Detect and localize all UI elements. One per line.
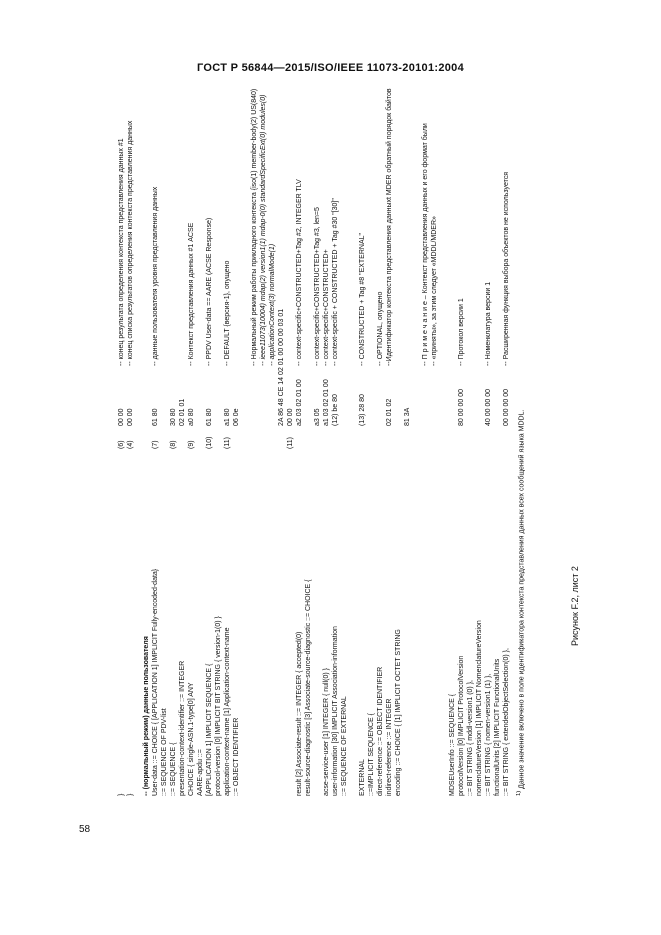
listing-cell-c3: (12) be 80: [332, 394, 339, 426]
listing-cell-c3: a0 80: [188, 408, 195, 426]
listing-cell-c4: -- «приняты», за этим следует «MDDL/MDER»: [431, 216, 438, 366]
listing-cell-c1: indirect-reference ::= INTEGER: [386, 698, 393, 796]
listing-cell-c1: User-data ::= CHOICE { [APPLICATION 1] IMPLICIT Fully-encoded-data}: [152, 568, 159, 796]
listing-cell-c4: -- Номенклатура версии 1: [485, 281, 492, 366]
listing-cell-c2: (11): [224, 437, 231, 449]
listing-cell-c3: 40 00 00 00: [485, 389, 492, 426]
listing-cell-c2: (11): [287, 437, 294, 449]
listing-cell-c4: -- конец списка результатов определения контекста представления данных: [127, 120, 134, 366]
listing-cell-c1: encoding ::= CHOICE { [1] IMPLICIT OCTET STRING: [395, 629, 402, 796]
listing-cell-c4: -- applicationContext(3) normalMode(1): [269, 243, 276, 366]
page-number: 58: [79, 824, 91, 835]
listing-cell-c4: -- context-specific+CONSTRUCTED+: [323, 249, 330, 366]
figure-caption: Рисунок F.2, лист 2: [570, 566, 580, 646]
listing-cell-c3: 81 3A: [404, 407, 411, 426]
listing-cell-c3: (13) 28 80: [359, 394, 366, 426]
listing-cell-c4: -- OPTIONAL, опущено: [377, 291, 384, 366]
listing-cell-c1: ::= BIT STRING { extendedObjectSelection(0) },: [503, 648, 510, 796]
listing-cell-c4: -- конец результата определения контекста представления данных #1: [118, 138, 125, 366]
listing-cell-c4: -- Протокол версии 1: [458, 298, 465, 366]
listing-cell-c3: a3 05: [314, 408, 321, 426]
listing-cell-c4: -- DEFAULT {версия-1}, опущено: [224, 260, 231, 366]
listing-cell-c1: }: [118, 793, 125, 796]
listing-cell-c2: (6): [118, 440, 125, 449]
listing-cell-c1: ::=IMPLICIT SEQUENCE {: [368, 713, 375, 796]
listing-cell-c1: protocolVersion [0] IMPLICIT ProtocolVersion: [458, 655, 465, 796]
listing-cell-c3: a1 80: [224, 408, 231, 426]
listing-cell-c4: -- Контекст представления данных #1 ACSE: [188, 222, 195, 366]
listing-cell-c3: a2 03 02 01 00: [296, 379, 303, 426]
listing-cell-c4: -- Расширенная функция выбора объектов не используется: [503, 171, 510, 366]
listing-cell-c1: ::= OBJECT IDENTIFIER: [233, 717, 240, 796]
listing-cell-c1: CHOICE { single-ASN.1-type[0] ANY: [188, 682, 195, 796]
listing-cell-c3: 61 80: [206, 408, 213, 426]
footnote-text: Данное значение включено в поле идентификатора контекста представления данных всех сообщений языка MDDL.: [518, 409, 526, 789]
listing-cell-c4: -- П р и м е ч а н и е – Контекст представления данных и его формат были: [422, 123, 429, 366]
listing-cell-c1: direct-reference ::= OBJECT IDENTIFIER: [377, 666, 384, 796]
listing-cell-c1: user-information [30] IMPLICIT Association-information: [332, 626, 339, 796]
rotated-table: [112, 88, 588, 796]
listing-cell-c1: [APPLICATION 1] IMPLICIT SEQUENCE {: [206, 663, 213, 796]
listing-cell-c4: -- context-specific + CONSTRUCTED + Tag #30 "[30]": [332, 198, 339, 366]
listing-cell-c2: (8): [170, 440, 177, 449]
listing-cell-c1: acse-service-user [1] INTEGER { null(0) }: [323, 668, 330, 796]
listing-cell-c3: 02 01 02: [386, 398, 393, 426]
listing-cell-c1: ::= SEQUENCE OF EXTERNAL: [341, 696, 348, 796]
listing-cell-c4: -- данные пользователя уровня представления данных: [152, 186, 159, 366]
listing-cell-c1: MDSEUserInfo ::= SEQUENCE {: [449, 693, 456, 796]
listing-cell-c3: 00 00: [127, 408, 134, 426]
listing-cell-c3: 00 00: [118, 408, 125, 426]
listing-cell-c1: nomenclatureVersion [1] IMPLICIT NomenclatureVersion: [476, 620, 483, 796]
listing-cell-c1: ::= BIT STRING { nomen-version1 (1) },: [485, 673, 492, 796]
listing-cell-c4: --Идентификатор контекста представления данныхt MDER обратный порядок байтов: [386, 88, 393, 366]
listing-cell-c1: presentation-context-identifier ::= INTEGER: [179, 660, 186, 796]
listing-cell-c2: (7): [152, 440, 159, 449]
listing-cell-c1: -- (нормальный режим) данные пользователя: [143, 636, 150, 796]
listing-cell-c1: ::= BIT STRING { mddl-version1 (0) },: [467, 680, 474, 796]
listing-cell-c2: (4): [127, 440, 134, 449]
listing-cell-c3: 00 00 00 00: [503, 389, 510, 426]
listing-cell-c4: -- Нормальный режим работы прикладного контекста {iso(1) member-body(2) US(840): [251, 88, 258, 366]
listing-cell-c4: -- context-specific+CONSTRUCTED+Tag #3, len=5: [314, 207, 321, 366]
listing-cell-c1: protocol-version [0] IMPLICIT BIT STRING { version-1(0) }: [215, 616, 222, 796]
listing-cell-c1: AARE-apdu ::=: [197, 749, 204, 796]
listing-cell-c1: ::= SEQUENCE OF PDV-list: [161, 708, 168, 796]
listing-cell-c3: 61 80: [152, 408, 159, 426]
listing-cell-c4: -- ieee11073(10004) mdap(2) version1(1) mdap-0(0) standardSpecificExt(0) modules(0): [260, 94, 267, 366]
listing-cell-c3: 80 00 00 00: [458, 389, 465, 426]
listing-cell-c2: (9): [188, 440, 195, 449]
listing-cell-c1: ::= SEQUENCE {: [170, 742, 177, 796]
listing-cell-c1: application-context-name [1] Application-context-name: [224, 627, 231, 796]
listing-cell-c1: }: [127, 793, 134, 796]
footnote: [515, 410, 526, 796]
listing-cell-c1: result-source-diagnostic [3] Associate-source-diagnostic ::= CHOICE {: [305, 579, 312, 796]
listing-cell-c4: -- context-specific+CONSTRUCTED+Tag #2, INTEGER TLV: [296, 179, 303, 366]
listing-cell-c3: 02 01 01: [179, 398, 186, 426]
listing-cell-c2: (10): [206, 436, 213, 449]
listing-cell-c1: functionalUnits [2] IMPLICIT FunctionalUnits: [494, 658, 501, 796]
listing-cell-c3: a1 03 02 01 00: [323, 379, 330, 426]
footnote-marker: 1): [516, 790, 522, 796]
listing-cell-c4: -- CONSTRUCTED + Tag #8 "EXTERNAL": [359, 232, 366, 366]
listing-cell-c3: 00 00: [287, 408, 294, 426]
page-header: ГОСТ Р 56844—2015/ISO/IEEE 11073-20101:2004: [197, 62, 464, 74]
listing-cell-c3: 06 0e: [233, 408, 240, 426]
listing-cell-c4: -- PPDV User-data == AARE (ACSE Response): [206, 217, 213, 366]
listing-cell-c3: 30 80: [170, 408, 177, 426]
listing-cell-c3: 2A 86 48 CE 14 02 01 00 00 00 03 01: [278, 308, 285, 426]
listing-cell-c1: EXTERNAL: [359, 759, 366, 796]
listing-cell-c1: result [2] Associate-result ::= INTEGER { accepted(0): [296, 631, 303, 796]
